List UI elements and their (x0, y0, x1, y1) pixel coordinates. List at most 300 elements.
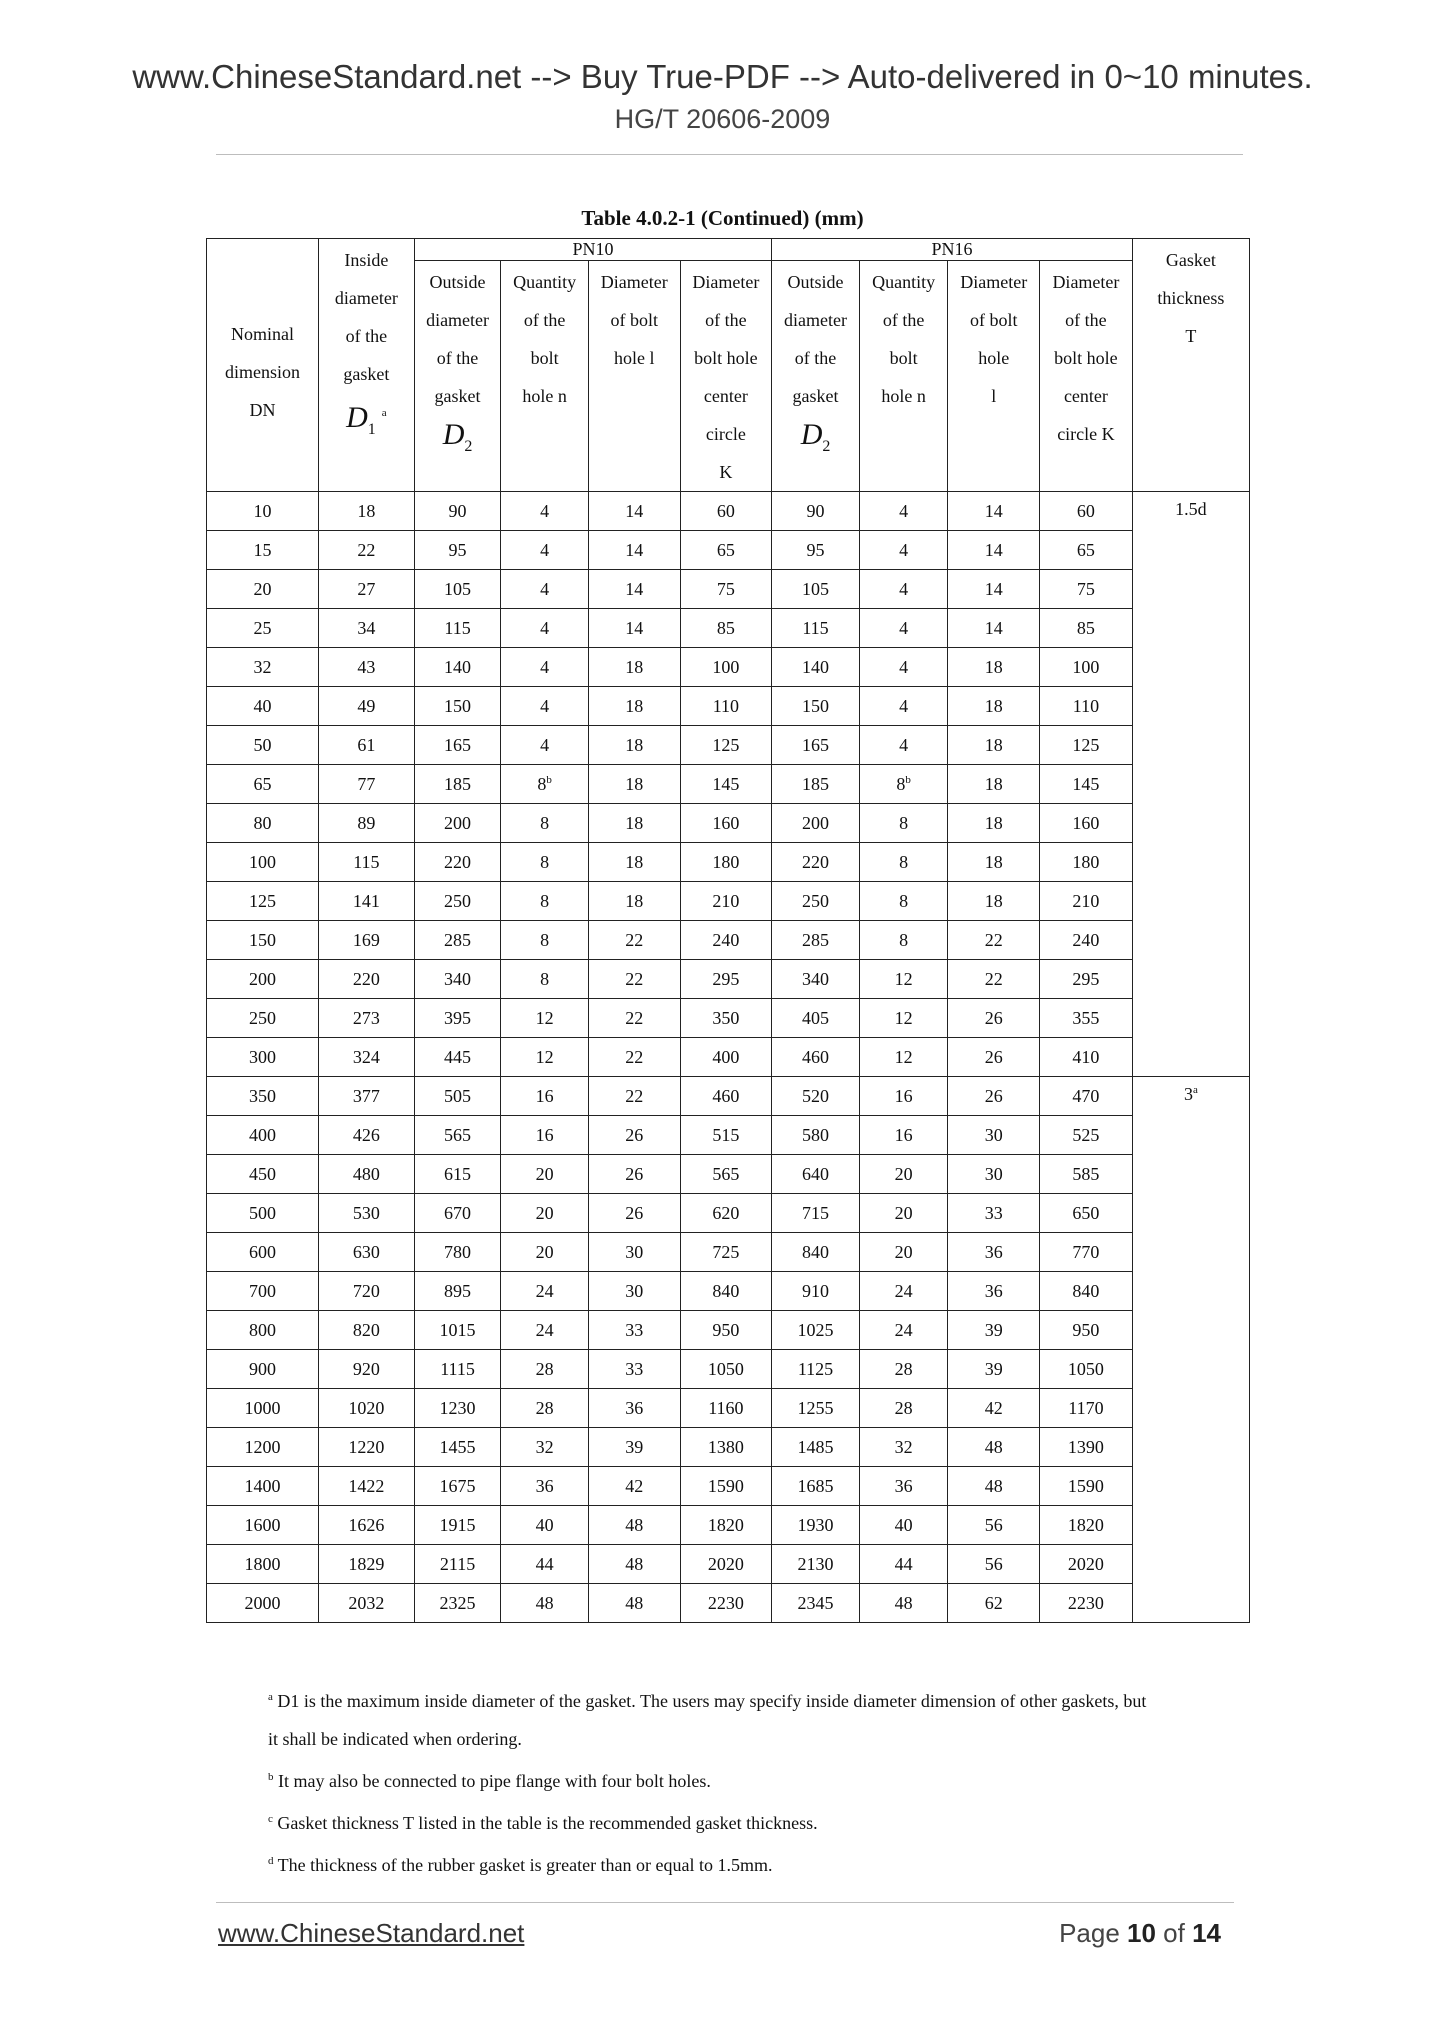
cell-d1: 920 (319, 1350, 415, 1389)
cell-pn16-n: 8$^b$ (859, 765, 948, 804)
cell-pn10-l: 22 (588, 921, 680, 960)
cell-pn16-d2: 910 (772, 1272, 860, 1311)
cell-d1: 77 (319, 765, 415, 804)
cell-pn10-n: 4 (501, 648, 589, 687)
cell-pn10-n: 36 (501, 1467, 589, 1506)
footnotes (268, 1678, 1248, 1884)
cell-pn10-l: 22 (588, 960, 680, 999)
cell-pn10-k: 145 (680, 765, 772, 804)
table-row (207, 843, 1250, 882)
cell-pn10-k: 840 (680, 1272, 772, 1311)
cell-pn16-d2: 115 (772, 609, 860, 648)
cell-pn10-d2: 1230 (414, 1389, 501, 1428)
gasket-dimension-table (206, 238, 1250, 1623)
cell-pn16-k: 410 (1040, 1038, 1133, 1077)
header-divider (216, 154, 1243, 155)
cell-pn16-l: 26 (948, 999, 1040, 1038)
cell-pn10-l: 26 (588, 1155, 680, 1194)
cell-dn: 700 (207, 1272, 319, 1311)
cell-pn10-d2: 670 (414, 1194, 501, 1233)
cell-pn16-n: 20 (859, 1194, 948, 1233)
cell-pn16-n: 4 (859, 687, 948, 726)
cell-pn10-l: 18 (588, 726, 680, 765)
cell-pn16-k: 180 (1040, 843, 1133, 882)
cell-pn16-n: 4 (859, 726, 948, 765)
cell-pn16-d2: 2130 (772, 1545, 860, 1584)
cell-pn10-l: 33 (588, 1350, 680, 1389)
cell-pn10-k: 1590 (680, 1467, 772, 1506)
cell-d1: 115 (319, 843, 415, 882)
table-body (207, 492, 1250, 1623)
cell-pn16-n: 40 (859, 1506, 948, 1545)
cell-d1: 1626 (319, 1506, 415, 1545)
cell-dn: 50 (207, 726, 319, 765)
cell-pn16-k: 160 (1040, 804, 1133, 843)
cell-pn16-d2: 460 (772, 1038, 860, 1077)
cell-dn: 200 (207, 960, 319, 999)
cell-pn16-d2: 1930 (772, 1506, 860, 1545)
cell-pn16-n: 4 (859, 531, 948, 570)
cell-pn16-d2: 95 (772, 531, 860, 570)
cell-d1: 1829 (319, 1545, 415, 1584)
cell-pn10-k: 620 (680, 1194, 772, 1233)
cell-pn16-d2: 405 (772, 999, 860, 1038)
cell-pn10-k: 350 (680, 999, 772, 1038)
cell-pn16-d2: 285 (772, 921, 860, 960)
cell-pn10-n: 8 (501, 843, 589, 882)
cell-pn16-l: 48 (948, 1428, 1040, 1467)
cell-pn16-l: 18 (948, 882, 1040, 921)
cell-pn16-l: 39 (948, 1350, 1040, 1389)
cell-pn16-k: 295 (1040, 960, 1133, 999)
cell-pn16-n: 24 (859, 1311, 948, 1350)
cell-pn16-k: 650 (1040, 1194, 1133, 1233)
cell-pn10-l: 42 (588, 1467, 680, 1506)
footnote-d: $^d$ The thickness of the rubber gasket is greater than or equal to 1.5mm. (268, 1855, 773, 1875)
header-gasket-thickness: Gasket thickness T (1132, 239, 1249, 492)
cell-pn16-l: 26 (948, 1038, 1040, 1077)
cell-pn16-k: 2020 (1040, 1545, 1133, 1584)
cell-pn16-k: 2230 (1040, 1584, 1133, 1623)
cell-gasket-thickness: 3$^a$ (1132, 1077, 1249, 1623)
cell-pn16-k: 770 (1040, 1233, 1133, 1272)
symbol-d1: $D_1^a$ (346, 401, 387, 438)
table-row (207, 648, 1250, 687)
cell-pn16-n: 8 (859, 843, 948, 882)
table-row (207, 492, 1250, 531)
cell-pn16-k: 950 (1040, 1311, 1133, 1350)
cell-pn16-l: 30 (948, 1116, 1040, 1155)
cell-pn16-d2: 2345 (772, 1584, 860, 1623)
cell-pn10-n: 8 (501, 960, 589, 999)
cell-pn10-d2: 395 (414, 999, 501, 1038)
cell-d1: 1422 (319, 1467, 415, 1506)
cell-pn10-k: 75 (680, 570, 772, 609)
cell-pn10-n: 4 (501, 531, 589, 570)
cell-pn16-d2: 150 (772, 687, 860, 726)
cell-pn10-d2: 140 (414, 648, 501, 687)
cell-pn16-k: 1390 (1040, 1428, 1133, 1467)
cell-pn16-l: 62 (948, 1584, 1040, 1623)
cell-pn10-d2: 780 (414, 1233, 501, 1272)
cell-pn10-k: 100 (680, 648, 772, 687)
table-row (207, 1077, 1250, 1116)
cell-pn10-n: 8 (501, 921, 589, 960)
cell-pn10-k: 65 (680, 531, 772, 570)
cell-dn: 1200 (207, 1428, 319, 1467)
cell-pn10-n: 44 (501, 1545, 589, 1584)
cell-pn10-k: 85 (680, 609, 772, 648)
cell-pn10-d2: 115 (414, 609, 501, 648)
cell-pn10-l: 26 (588, 1116, 680, 1155)
cell-pn10-k: 725 (680, 1233, 772, 1272)
table-row (207, 531, 1250, 570)
cell-pn16-d2: 90 (772, 492, 860, 531)
cell-pn10-n: 20 (501, 1155, 589, 1194)
table-row (207, 1038, 1250, 1077)
cell-dn: 900 (207, 1350, 319, 1389)
cell-pn10-d2: 285 (414, 921, 501, 960)
cell-pn10-n: 12 (501, 999, 589, 1038)
cell-pn10-n: 28 (501, 1389, 589, 1428)
cell-pn10-l: 14 (588, 531, 680, 570)
cell-pn16-k: 355 (1040, 999, 1133, 1038)
cell-pn10-n: 4 (501, 492, 589, 531)
cell-pn10-l: 14 (588, 492, 680, 531)
cell-pn10-d2: 1455 (414, 1428, 501, 1467)
cell-pn16-k: 210 (1040, 882, 1133, 921)
cell-pn10-k: 950 (680, 1311, 772, 1350)
table-row (207, 1350, 1250, 1389)
table-row (207, 882, 1250, 921)
cell-pn10-n: 4 (501, 687, 589, 726)
cell-d1: 1220 (319, 1428, 415, 1467)
cell-pn16-l: 18 (948, 648, 1040, 687)
cell-pn16-k: 110 (1040, 687, 1133, 726)
cell-d1: 1020 (319, 1389, 415, 1428)
cell-dn: 350 (207, 1077, 319, 1116)
table-title: Table 4.0.2-1 (Continued) (mm) (581, 206, 864, 230)
cell-pn16-d2: 1685 (772, 1467, 860, 1506)
cell-pn16-k: 60 (1040, 492, 1133, 531)
cell-pn10-k: 125 (680, 726, 772, 765)
footnote-a-continued: it shall be indicated when ordering. (268, 1729, 522, 1749)
cell-dn: 32 (207, 648, 319, 687)
cell-dn: 500 (207, 1194, 319, 1233)
cell-pn16-k: 840 (1040, 1272, 1133, 1311)
cell-dn: 150 (207, 921, 319, 960)
cell-d1: 141 (319, 882, 415, 921)
header-pn10-bolt-quantity: Quantity of the bolt hole n (501, 261, 589, 492)
header-inside-diameter: Inside diameter of the gasket $D_1^a$ (319, 239, 415, 492)
cell-pn10-l: 36 (588, 1389, 680, 1428)
cell-pn10-l: 14 (588, 570, 680, 609)
cell-pn16-d2: 200 (772, 804, 860, 843)
footnote-b: $^b$ It may also be connected to pipe flange with four bolt holes. (268, 1771, 711, 1791)
cell-pn16-n: 48 (859, 1584, 948, 1623)
cell-pn10-k: 460 (680, 1077, 772, 1116)
table-row (207, 1194, 1250, 1233)
cell-pn16-l: 22 (948, 921, 1040, 960)
cell-pn16-l: 18 (948, 726, 1040, 765)
cell-dn: 800 (207, 1311, 319, 1350)
table-row (207, 1467, 1250, 1506)
cell-pn10-d2: 2115 (414, 1545, 501, 1584)
cell-dn: 40 (207, 687, 319, 726)
cell-pn10-k: 2230 (680, 1584, 772, 1623)
cell-pn10-l: 22 (588, 1077, 680, 1116)
cell-pn16-n: 8 (859, 804, 948, 843)
header-pn10-bolt-hole-diameter: Diameter of bolt hole l (588, 261, 680, 492)
cell-pn16-d2: 1485 (772, 1428, 860, 1467)
cell-pn10-k: 1380 (680, 1428, 772, 1467)
cell-pn10-d2: 565 (414, 1116, 501, 1155)
cell-pn10-d2: 445 (414, 1038, 501, 1077)
cell-pn10-n: 32 (501, 1428, 589, 1467)
cell-pn16-l: 18 (948, 843, 1040, 882)
cell-pn10-d2: 2325 (414, 1584, 501, 1623)
header-pn10-outside-diameter: Outside diameter of the gasket $D_2$ (414, 261, 501, 492)
cell-pn16-n: 4 (859, 609, 948, 648)
cell-pn16-k: 100 (1040, 648, 1133, 687)
cell-pn10-k: 240 (680, 921, 772, 960)
cell-pn16-k: 585 (1040, 1155, 1133, 1194)
cell-pn16-l: 33 (948, 1194, 1040, 1233)
cell-pn10-l: 14 (588, 609, 680, 648)
cell-dn: 300 (207, 1038, 319, 1077)
cell-dn: 100 (207, 843, 319, 882)
header-pn16-bolt-hole-diameter: Diameter of bolt hole l (948, 261, 1040, 492)
cell-pn10-n: 8 (501, 804, 589, 843)
cell-pn16-k: 1590 (1040, 1467, 1133, 1506)
cell-pn10-d2: 185 (414, 765, 501, 804)
cell-pn10-d2: 95 (414, 531, 501, 570)
cell-d1: 18 (319, 492, 415, 531)
cell-pn16-l: 22 (948, 960, 1040, 999)
symbol-d2: $D_2$ (800, 418, 831, 455)
cell-d1: 377 (319, 1077, 415, 1116)
cell-d1: 49 (319, 687, 415, 726)
cell-pn10-d2: 1115 (414, 1350, 501, 1389)
cell-pn10-n: 20 (501, 1233, 589, 1272)
cell-pn10-l: 30 (588, 1272, 680, 1311)
cell-d1: 220 (319, 960, 415, 999)
cell-pn16-n: 16 (859, 1116, 948, 1155)
cell-pn16-d2: 105 (772, 570, 860, 609)
cell-pn10-n: 24 (501, 1311, 589, 1350)
cell-pn16-k: 85 (1040, 609, 1133, 648)
cell-pn16-l: 18 (948, 804, 1040, 843)
cell-pn10-k: 60 (680, 492, 772, 531)
cell-pn10-k: 2020 (680, 1545, 772, 1584)
cell-pn10-l: 48 (588, 1545, 680, 1584)
cell-pn16-d2: 580 (772, 1116, 860, 1155)
cell-d1: 61 (319, 726, 415, 765)
cell-pn10-l: 18 (588, 843, 680, 882)
cell-pn10-d2: 895 (414, 1272, 501, 1311)
cell-pn16-k: 470 (1040, 1077, 1133, 1116)
cell-d1: 630 (319, 1233, 415, 1272)
cell-d1: 43 (319, 648, 415, 687)
cell-pn16-n: 12 (859, 960, 948, 999)
table-row (207, 1311, 1250, 1350)
cell-dn: 25 (207, 609, 319, 648)
table-row (207, 687, 1250, 726)
cell-pn16-d2: 520 (772, 1077, 860, 1116)
cell-pn16-n: 8 (859, 921, 948, 960)
footer-divider (216, 1902, 1234, 1903)
header-pn16-center-circle: Diameter of the bolt hole center circle K (1040, 261, 1133, 492)
cell-pn16-n: 4 (859, 570, 948, 609)
cell-pn10-n: 8$^b$ (501, 765, 589, 804)
cell-pn16-l: 56 (948, 1506, 1040, 1545)
cell-pn10-l: 18 (588, 804, 680, 843)
cell-d1: 34 (319, 609, 415, 648)
cell-pn10-d2: 250 (414, 882, 501, 921)
cell-pn16-n: 4 (859, 648, 948, 687)
cell-pn10-d2: 220 (414, 843, 501, 882)
table-row (207, 570, 1250, 609)
table-row (207, 960, 1250, 999)
cell-pn10-d2: 340 (414, 960, 501, 999)
table-row (207, 1428, 1250, 1467)
cell-dn: 2000 (207, 1584, 319, 1623)
cell-pn10-l: 22 (588, 999, 680, 1038)
cell-dn: 250 (207, 999, 319, 1038)
cell-pn16-k: 145 (1040, 765, 1133, 804)
cell-pn10-l: 18 (588, 687, 680, 726)
cell-pn16-k: 1050 (1040, 1350, 1133, 1389)
cell-pn16-l: 14 (948, 492, 1040, 531)
cell-dn: 20 (207, 570, 319, 609)
cell-pn16-l: 18 (948, 687, 1040, 726)
footer-website-link[interactable]: www.ChineseStandard.net (218, 1918, 525, 1948)
cell-pn10-d2: 505 (414, 1077, 501, 1116)
cell-pn10-k: 1050 (680, 1350, 772, 1389)
cell-pn10-d2: 150 (414, 687, 501, 726)
cell-d1: 169 (319, 921, 415, 960)
cell-pn10-l: 22 (588, 1038, 680, 1077)
standard-code: HG/T 20606-2009 (614, 104, 831, 134)
cell-dn: 450 (207, 1155, 319, 1194)
cell-pn10-l: 48 (588, 1506, 680, 1545)
cell-pn10-n: 4 (501, 726, 589, 765)
header-banner: www.ChineseStandard.net --> Buy True-PDF --> Auto-delivered in 0~10 minutes. (132, 58, 1313, 95)
cell-pn10-l: 33 (588, 1311, 680, 1350)
cell-dn: 10 (207, 492, 319, 531)
cell-pn16-d2: 250 (772, 882, 860, 921)
footnote-c: $^c$ Gasket thickness T listed in the table is the recommended gasket thickness. (268, 1813, 818, 1833)
cell-d1: 820 (319, 1311, 415, 1350)
cell-pn16-l: 39 (948, 1311, 1040, 1350)
cell-pn10-n: 16 (501, 1116, 589, 1155)
cell-pn10-d2: 1675 (414, 1467, 501, 1506)
cell-dn: 400 (207, 1116, 319, 1155)
table-row (207, 609, 1250, 648)
cell-pn10-d2: 105 (414, 570, 501, 609)
cell-pn16-l: 36 (948, 1272, 1040, 1311)
cell-pn10-l: 18 (588, 882, 680, 921)
cell-pn10-k: 1820 (680, 1506, 772, 1545)
cell-pn10-k: 565 (680, 1155, 772, 1194)
cell-pn16-l: 56 (948, 1545, 1040, 1584)
cell-pn10-l: 30 (588, 1233, 680, 1272)
cell-pn10-k: 295 (680, 960, 772, 999)
table-row (207, 765, 1250, 804)
header-pn10-center-circle: Diameter of the bolt hole center circle K (680, 261, 772, 492)
cell-pn10-d2: 1915 (414, 1506, 501, 1545)
cell-dn: 1000 (207, 1389, 319, 1428)
cell-pn10-n: 48 (501, 1584, 589, 1623)
table-row (207, 804, 1250, 843)
cell-pn16-d2: 165 (772, 726, 860, 765)
cell-pn16-d2: 1255 (772, 1389, 860, 1428)
cell-d1: 22 (319, 531, 415, 570)
cell-d1: 273 (319, 999, 415, 1038)
cell-pn16-n: 16 (859, 1077, 948, 1116)
cell-pn16-n: 4 (859, 492, 948, 531)
cell-dn: 65 (207, 765, 319, 804)
cell-pn10-d2: 615 (414, 1155, 501, 1194)
cell-pn16-d2: 715 (772, 1194, 860, 1233)
cell-pn16-n: 44 (859, 1545, 948, 1584)
table-row (207, 1233, 1250, 1272)
cell-pn16-k: 125 (1040, 726, 1133, 765)
cell-dn: 1800 (207, 1545, 319, 1584)
cell-d1: 480 (319, 1155, 415, 1194)
cell-pn10-d2: 165 (414, 726, 501, 765)
table-row (207, 999, 1250, 1038)
cell-d1: 2032 (319, 1584, 415, 1623)
cell-d1: 89 (319, 804, 415, 843)
table-row (207, 921, 1250, 960)
cell-pn16-d2: 140 (772, 648, 860, 687)
cell-pn16-k: 240 (1040, 921, 1133, 960)
cell-pn10-l: 18 (588, 765, 680, 804)
cell-d1: 530 (319, 1194, 415, 1233)
cell-dn: 80 (207, 804, 319, 843)
cell-pn10-l: 26 (588, 1194, 680, 1233)
cell-pn16-d2: 1025 (772, 1311, 860, 1350)
cell-pn16-l: 36 (948, 1233, 1040, 1272)
cell-pn16-d2: 840 (772, 1233, 860, 1272)
cell-pn16-k: 65 (1040, 531, 1133, 570)
table-row (207, 1506, 1250, 1545)
cell-pn16-k: 75 (1040, 570, 1133, 609)
cell-pn16-n: 20 (859, 1155, 948, 1194)
header-pn16: PN16 (772, 239, 1133, 261)
cell-pn16-n: 28 (859, 1389, 948, 1428)
cell-dn: 125 (207, 882, 319, 921)
cell-pn10-l: 39 (588, 1428, 680, 1467)
header-pn16-outside-diameter: Outside diameter of the gasket $D_2$ (772, 261, 860, 492)
cell-pn10-n: 4 (501, 609, 589, 648)
cell-pn10-k: 400 (680, 1038, 772, 1077)
cell-pn10-k: 210 (680, 882, 772, 921)
cell-d1: 720 (319, 1272, 415, 1311)
cell-pn16-n: 8 (859, 882, 948, 921)
cell-pn16-l: 18 (948, 765, 1040, 804)
cell-dn: 1400 (207, 1467, 319, 1506)
cell-dn: 15 (207, 531, 319, 570)
cell-dn: 1600 (207, 1506, 319, 1545)
cell-pn10-k: 180 (680, 843, 772, 882)
cell-d1: 426 (319, 1116, 415, 1155)
cell-pn16-d2: 340 (772, 960, 860, 999)
cell-pn16-n: 20 (859, 1233, 948, 1272)
cell-pn10-d2: 1015 (414, 1311, 501, 1350)
cell-pn16-k: 1820 (1040, 1506, 1133, 1545)
